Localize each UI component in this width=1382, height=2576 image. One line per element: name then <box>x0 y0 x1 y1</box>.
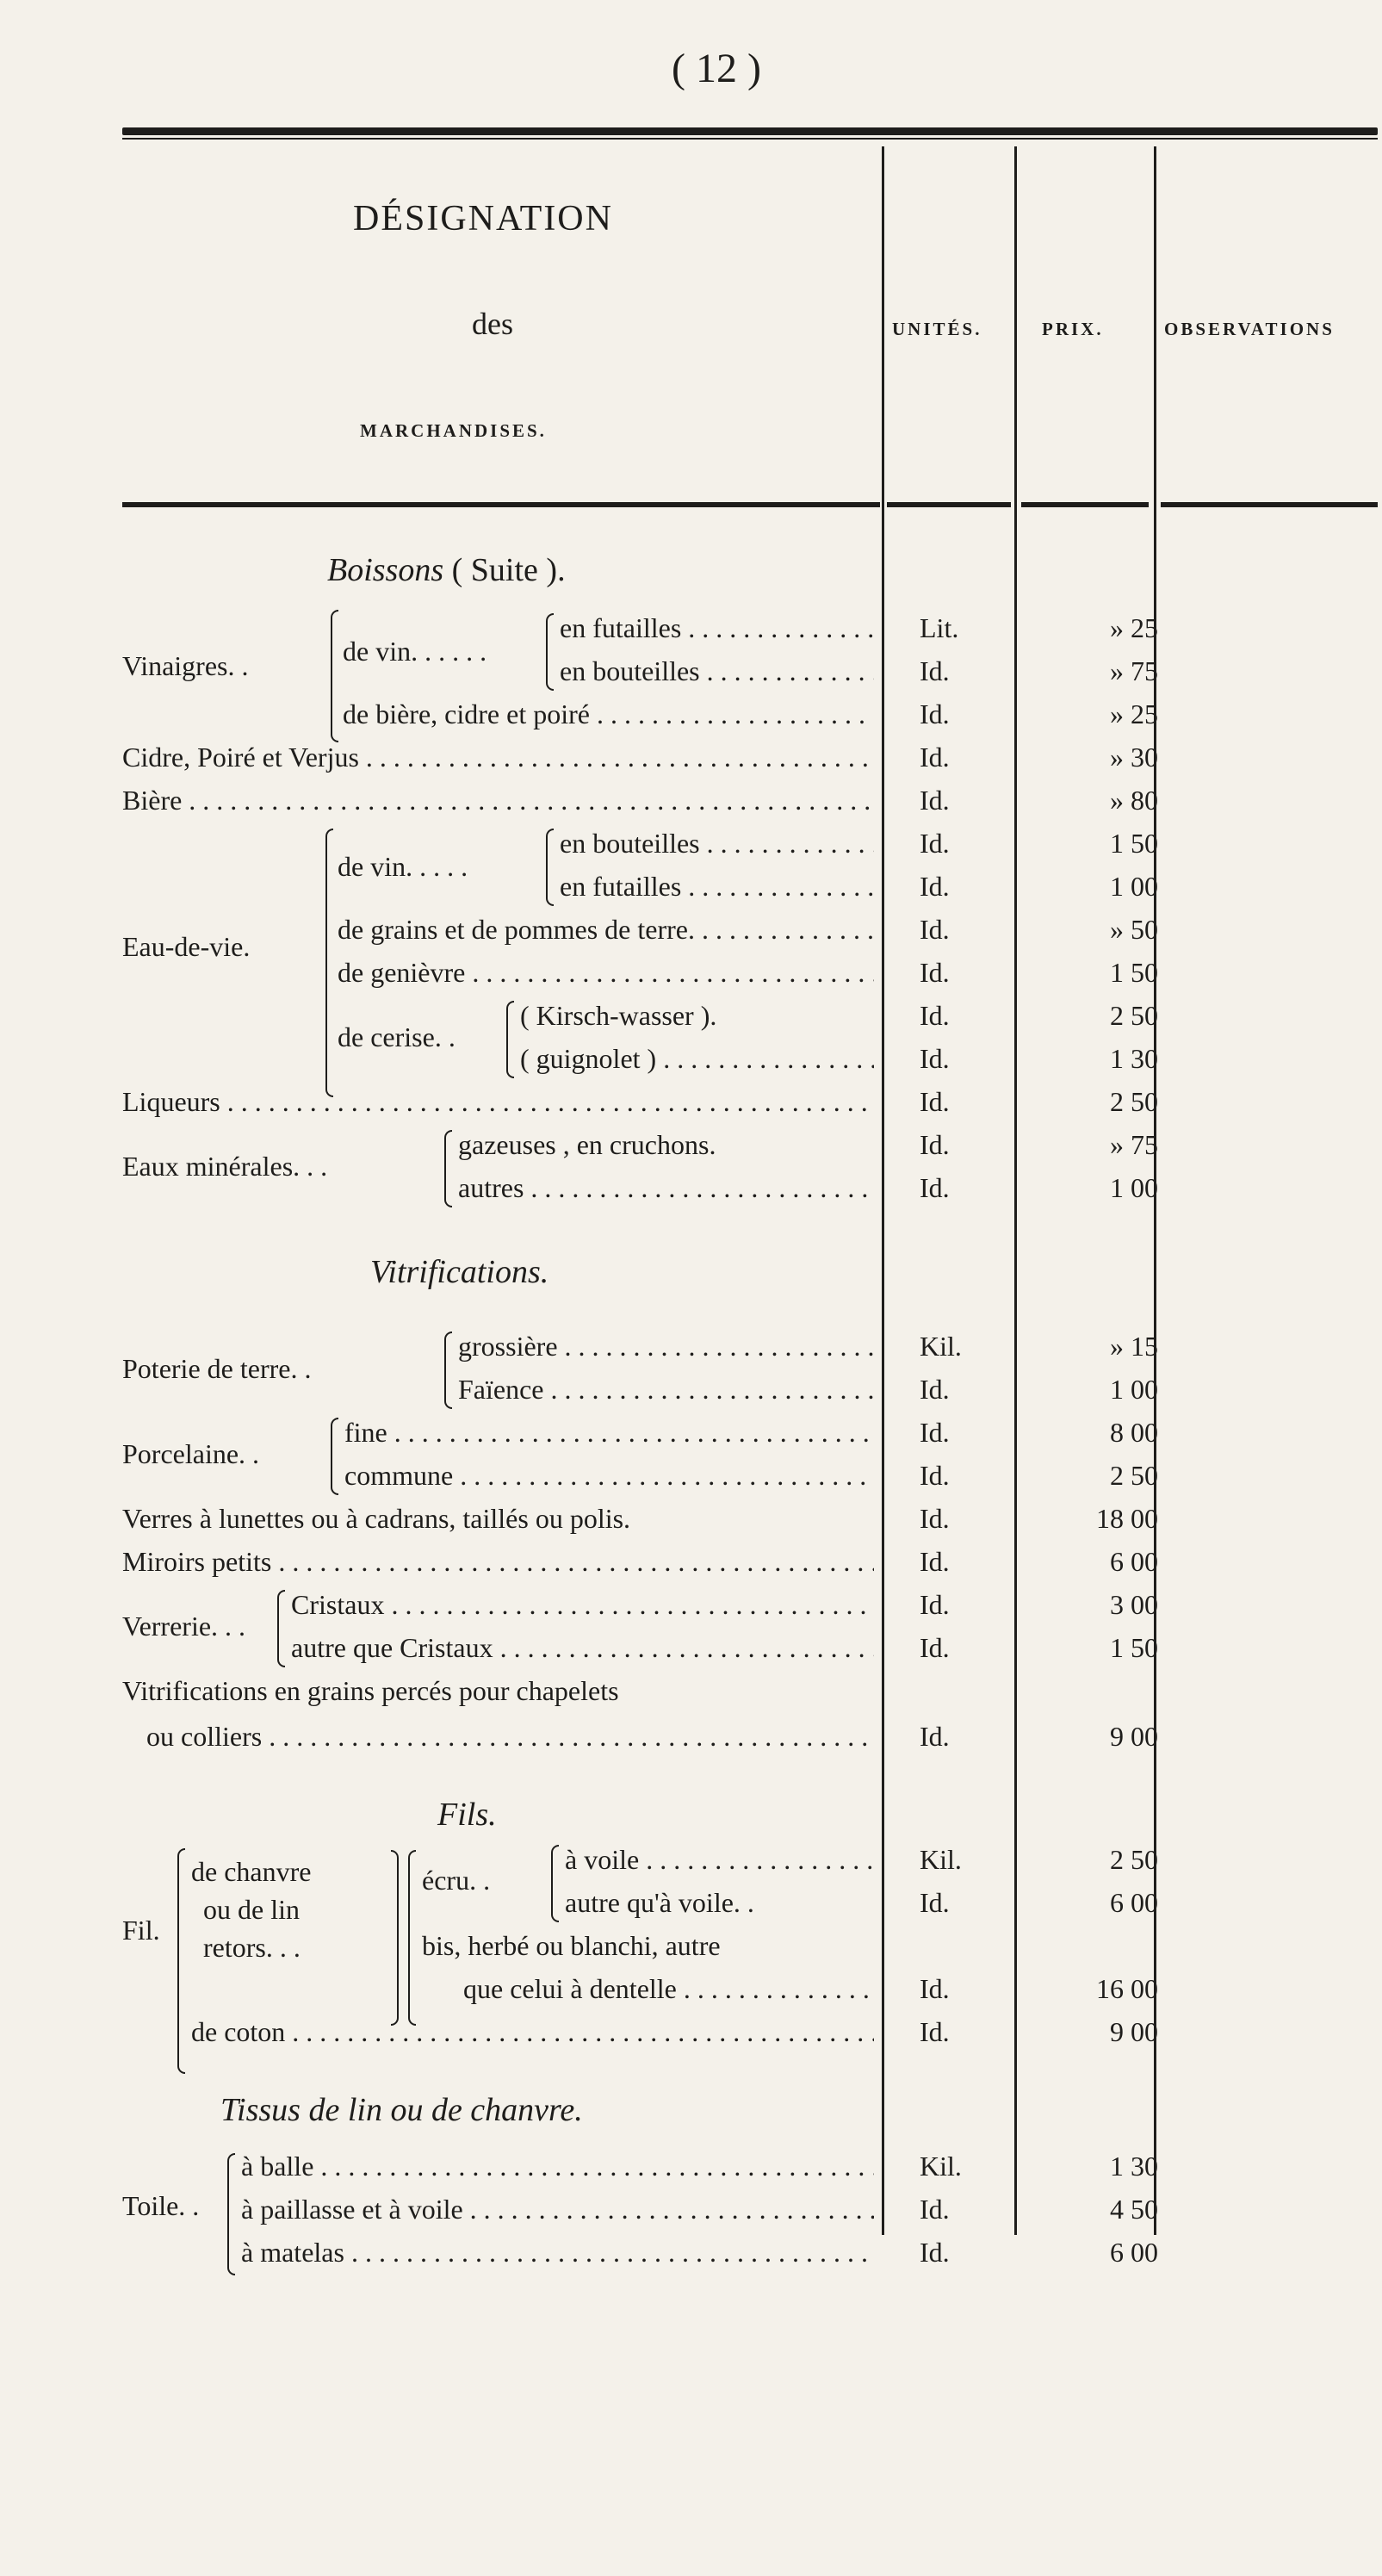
header-des: des <box>472 307 513 341</box>
section-boissons-title: Boissons <box>327 552 444 588</box>
row-price: 1 50 <box>1110 828 1158 859</box>
row-unit: Id. <box>920 1973 950 2004</box>
row-price: 2 50 <box>1110 1000 1158 1031</box>
label-retors: retors. . . <box>203 1932 301 1963</box>
brace-eau-de-vie <box>325 829 333 1097</box>
row-price: 1 50 <box>1110 957 1158 988</box>
row-price: 1 50 <box>1110 1632 1158 1663</box>
header-unites: UNITÉS. <box>892 319 982 339</box>
top-rule <box>122 127 1378 135</box>
row-unit: Id. <box>920 871 950 902</box>
header-rule-3 <box>1021 502 1149 507</box>
row-unit: Id. <box>920 1000 950 1031</box>
brace-poterie <box>444 1331 452 1409</box>
header-marchandises: MARCHANDISES. <box>360 420 547 441</box>
row-text: ( guignolet ) . . . <box>520 1040 874 1077</box>
row-unit: Id. <box>920 1589 950 1620</box>
header-designation: DÉSIGNATION <box>353 199 613 239</box>
row-text: Cidre, Poiré et Verjus . . . <box>122 739 874 775</box>
row-unit: Id. <box>920 828 950 859</box>
label-ecru: écru. . <box>422 1865 491 1896</box>
section-tissus: Tissus de lin ou de chanvre. <box>220 2092 583 2128</box>
header-rule-2 <box>887 502 1011 507</box>
row-unit: Id. <box>920 2194 950 2225</box>
label-eau-de-vie: Eau-de-vie. <box>122 931 251 962</box>
row-price: 8 00 <box>1110 1417 1158 1448</box>
row-text: ( Kirsch-wasser ). <box>520 1000 717 1031</box>
row-unit: Id. <box>920 1632 950 1663</box>
section-boissons-suite: ( Suite ). <box>451 552 566 588</box>
row-text: en bouteilles . . . <box>560 653 874 689</box>
row-text: en bouteilles . . . <box>560 825 874 861</box>
row-price: 2 50 <box>1110 1844 1158 1875</box>
row-unit: Id. <box>920 1721 950 1752</box>
row-price: » 15 <box>1110 1331 1158 1362</box>
row-text: Verres à lunettes ou à cadrans, taillés ou polis. <box>122 1503 631 1534</box>
row-price: 9 00 <box>1110 1721 1158 1752</box>
row-unit: Id. <box>920 1129 950 1160</box>
row-price: » 80 <box>1110 785 1158 816</box>
row-text: de genièvre . . . <box>338 954 874 990</box>
row-price: 18 00 <box>1096 1503 1158 1534</box>
row-text: de coton . . . <box>191 2014 874 2050</box>
row-text: grossière . . . <box>458 1328 874 1364</box>
row-text: Liqueurs . . . <box>122 1083 874 1120</box>
row-price: 2 50 <box>1110 1086 1158 1117</box>
row-text: de grains et de pommes de terre. . . . <box>338 911 874 947</box>
row-price: 6 00 <box>1110 1887 1158 1918</box>
row-unit: Id. <box>920 655 950 686</box>
label-verrerie: Verrerie. . . <box>122 1611 246 1642</box>
row-text: que celui à dentelle . . . <box>463 1971 874 2007</box>
label-de-cerise: de cerise. . <box>338 1021 456 1052</box>
brace-vinaigres <box>331 610 338 742</box>
row-unit: Kil. <box>920 2151 962 2182</box>
brace-ecru-group <box>408 1850 416 2026</box>
header-rule-1 <box>122 502 880 507</box>
row-price: » 75 <box>1110 1129 1158 1160</box>
row-unit: Id. <box>920 785 950 816</box>
brace-de-cerise <box>506 1001 514 1078</box>
row-price: » 75 <box>1110 655 1158 686</box>
row-unit: Lit. <box>920 612 959 643</box>
row-unit: Id. <box>920 742 950 773</box>
row-unit: Id. <box>920 957 950 988</box>
row-price: 6 00 <box>1110 2237 1158 2268</box>
header-observations: OBSERVATIONS <box>1164 319 1335 339</box>
brace-retors-right <box>391 1850 399 2026</box>
row-text: ou colliers . . . <box>146 1718 874 1754</box>
label-de-vin: de vin. . . . . . <box>343 636 487 667</box>
row-price: 16 00 <box>1096 1973 1158 2004</box>
label-vinaigres: Vinaigres. . <box>122 650 249 681</box>
row-text: Vitrifications en grains percés pour chapelets <box>122 1675 619 1706</box>
row-unit: Id. <box>920 1086 950 1117</box>
label-ou-de-lin: ou de lin <box>203 1894 300 1925</box>
row-price: 1 30 <box>1110 1043 1158 1074</box>
row-text: fine . . . <box>344 1414 874 1450</box>
row-unit: Id. <box>920 1172 950 1203</box>
row-text: bis, herbé ou blanchi, autre <box>422 1930 721 1961</box>
row-text: autre qu'à voile. . <box>565 1887 754 1918</box>
row-price: 1 00 <box>1110 1374 1158 1405</box>
row-price: » 25 <box>1110 698 1158 729</box>
row-price: 9 00 <box>1110 2016 1158 2047</box>
row-price: 1 00 <box>1110 1172 1158 1203</box>
brace-eaux-minerales <box>444 1130 452 1207</box>
brace-fil <box>177 1848 185 2074</box>
row-text: autres . . . <box>458 1170 874 1206</box>
header-prix: PRIX. <box>1042 319 1104 339</box>
row-unit: Id. <box>920 698 950 729</box>
brace-de-vin-2 <box>546 829 554 906</box>
row-unit: Kil. <box>920 1331 962 1362</box>
row-text: de bière, cidre et poiré . . . <box>343 696 874 732</box>
label-toile: Toile. . <box>122 2190 200 2221</box>
section-fils: Fils. <box>437 1797 497 1833</box>
label-porcelaine: Porcelaine. . <box>122 1438 260 1469</box>
row-text: Miroirs petits . . . <box>122 1543 874 1580</box>
row-text: Faïence . . . <box>458 1371 874 1407</box>
section-boissons <box>327 551 566 589</box>
row-unit: Id. <box>920 1887 950 1918</box>
row-text: commune . . . <box>344 1457 874 1493</box>
row-price: 2 50 <box>1110 1460 1158 1491</box>
row-unit: Id. <box>920 1546 950 1577</box>
row-text: Cristaux . . . <box>291 1586 874 1623</box>
row-unit: Id. <box>920 2016 950 2047</box>
row-price: 3 00 <box>1110 1589 1158 1620</box>
label-eaux-minerales: Eaux minérales. . . <box>122 1151 328 1182</box>
row-unit: Id. <box>920 1043 950 1074</box>
row-price: » 50 <box>1110 914 1158 945</box>
label-de-chanvre: de chanvre <box>191 1856 312 1887</box>
row-text: Bière . . . <box>122 782 874 818</box>
row-text: à paillasse et à voile . . . <box>241 2191 874 2227</box>
row-unit: Id. <box>920 1503 950 1534</box>
brace-ecru <box>551 1845 559 1922</box>
row-text: en futailles . . . <box>560 868 874 904</box>
row-price: » 30 <box>1110 742 1158 773</box>
row-price: 4 50 <box>1110 2194 1158 2225</box>
row-unit: Id. <box>920 1374 950 1405</box>
row-text: gazeuses , en cruchons. <box>458 1129 716 1160</box>
row-text: en futailles . . . <box>560 610 874 646</box>
brace-porcelaine <box>331 1418 338 1495</box>
label-de-vin-2: de vin. . . . . <box>338 851 468 882</box>
row-text: autre que Cristaux . . . <box>291 1629 874 1666</box>
row-price: » 25 <box>1110 612 1158 643</box>
page-number: ( 12 ) <box>672 46 761 91</box>
row-unit: Id. <box>920 1460 950 1491</box>
brace-toile <box>227 2153 235 2275</box>
row-text: à balle . . . <box>241 2148 874 2184</box>
top-rule-thin <box>122 138 1378 140</box>
row-unit: Id. <box>920 2237 950 2268</box>
row-unit: Id. <box>920 914 950 945</box>
label-fil: Fil. <box>122 1915 160 1946</box>
row-unit: Kil. <box>920 1844 962 1875</box>
row-price: 1 00 <box>1110 871 1158 902</box>
brace-de-vin <box>546 613 554 691</box>
column-divider-units <box>882 146 884 2235</box>
row-text: à voile . . . <box>565 1841 874 1878</box>
row-unit: Id. <box>920 1417 950 1448</box>
header-rule-4 <box>1161 502 1378 507</box>
label-poterie: Poterie de terre. . <box>122 1353 312 1384</box>
row-price: 1 30 <box>1110 2151 1158 2182</box>
row-text: à matelas . . . <box>241 2234 874 2270</box>
section-vitrifications: Vitrifications. <box>370 1254 549 1290</box>
brace-verrerie <box>277 1590 285 1667</box>
row-price: 6 00 <box>1110 1546 1158 1577</box>
